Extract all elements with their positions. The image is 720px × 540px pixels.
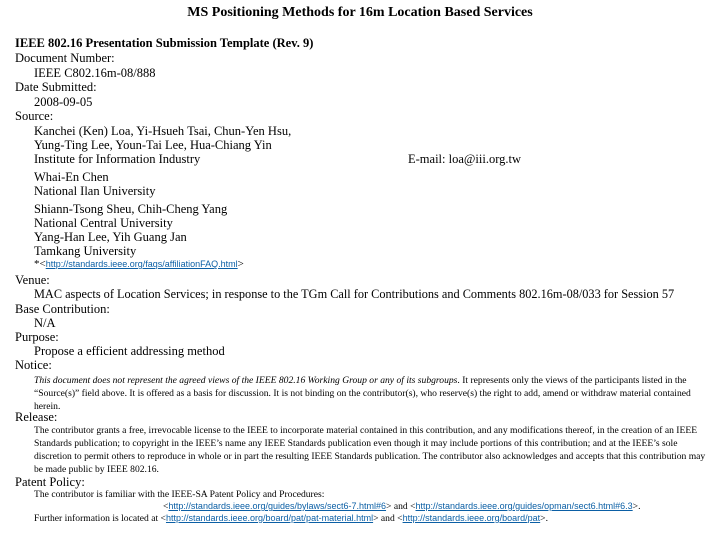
purpose-label: Purpose: <box>15 330 59 344</box>
doc-number-value: IEEE C802.16m-08/888 <box>34 66 156 80</box>
author-line-1: Kanchei (Ken) Loa, Yi-Hsueh Tsai, Chun-Yen Hsu, <box>34 124 292 138</box>
template-heading: IEEE 802.16 Presentation Submission Template (Rev. 9) <box>15 36 314 50</box>
author-email: E-mail: loa@iii.org.tw <box>408 152 522 166</box>
source-label: Source: <box>15 109 54 123</box>
affiliation-prefix: *< <box>34 258 46 270</box>
patent-l3-end: >. <box>540 513 548 524</box>
release-label: Release: <box>15 410 58 424</box>
pat-board-link[interactable]: http://standards.ieee.org/board/pat <box>402 513 541 523</box>
venue-text: MAC aspects of Location Services; in response to the TGm Call for Contributions and Comments 802.16m-08/033 for Session 57 <box>34 287 675 301</box>
author-affiliation-4: Tamkang University <box>34 244 137 258</box>
patent-l2-mid: > and < <box>386 501 416 512</box>
doc-number-label: Document Number: <box>15 51 115 65</box>
affiliation-faq-link[interactable]: http://standards.ieee.org/faqs/affiliationFAQ.html <box>45 259 238 269</box>
author-affiliation-1: Institute for Information Industry <box>34 152 201 166</box>
author-line-4: Shiann-Tsong Sheu, Chih-Cheng Yang <box>34 202 228 216</box>
notice-rest: . It represents only the views of the participants listed in the “Source(s)” field above. It is offered as a basis for discussion. It is not binding on the contributor(s), who reserve(s) the right to add, amend or withdraw material contained herein. <box>34 375 691 412</box>
notice-text <box>34 374 710 413</box>
author-line-5: Yang-Han Lee, Yih Guang Jan <box>34 230 187 244</box>
patent-policy-label: Patent Policy: <box>15 475 85 489</box>
pat-material-link[interactable]: http://standards.ieee.org/board/pat/pat-material.html <box>165 513 374 523</box>
patent-l2-end: >. <box>632 501 641 512</box>
affiliation-note <box>34 259 244 270</box>
base-contribution-value: N/A <box>34 316 56 330</box>
patent-line-3 <box>34 514 548 524</box>
patent-l2-pre: < <box>163 501 169 512</box>
date-label: Date Submitted: <box>15 80 97 94</box>
opman-link[interactable]: http://standards.ieee.org/guides/opman/sect6.html#6.3 <box>415 501 633 511</box>
notice-label: Notice: <box>15 358 52 372</box>
author-affiliation-3: National Central University <box>34 216 173 230</box>
affiliation-suffix: > <box>237 258 244 270</box>
bylaws-link[interactable]: http://standards.ieee.org/guides/bylaws/sect6-7.html#6 <box>168 501 387 511</box>
date-value: 2008-09-05 <box>34 95 93 109</box>
patent-l3-pre: Further information is located at < <box>34 513 166 524</box>
author-line-2: Yung-Ting Lee, Youn-Tai Lee, Hua-Chiang Yin <box>34 138 272 152</box>
release-text: The contributor grants a free, irrevocable license to the IEEE to incorporate material contained in this contribution, and any modifications thereof, in the creation of an IEEE Standards publication; to copyright in the IEEE’s name any IEEE Standards publication even though it may include portions of this contribution; and at the IEEE’s sole discretion to permit others to reproduce in whole or in part the resulting IEEE Standards publication. The contributor also acknowledges and accepts that this contribution may be made public by IEEE 802.16. <box>34 425 706 475</box>
base-contribution-label: Base Contribution: <box>15 302 110 316</box>
page-title: MS Positioning Methods for 16m Location Based Services <box>187 5 533 20</box>
venue-label: Venue: <box>15 273 50 287</box>
author-affiliation-2: National Ilan University <box>34 184 156 198</box>
purpose-text: Propose a efficient addressing method <box>34 344 225 358</box>
patent-l3-mid: > and < <box>373 513 403 524</box>
notice-italic: This document does not represent the agreed views of the IEEE 802.16 Working Group or any of its subgroups <box>34 375 458 386</box>
patent-line-2 <box>163 502 640 512</box>
author-line-3: Whai-En Chen <box>34 170 109 184</box>
patent-line-1: The contributor is familiar with the IEEE-SA Patent Policy and Procedures: <box>34 489 325 500</box>
